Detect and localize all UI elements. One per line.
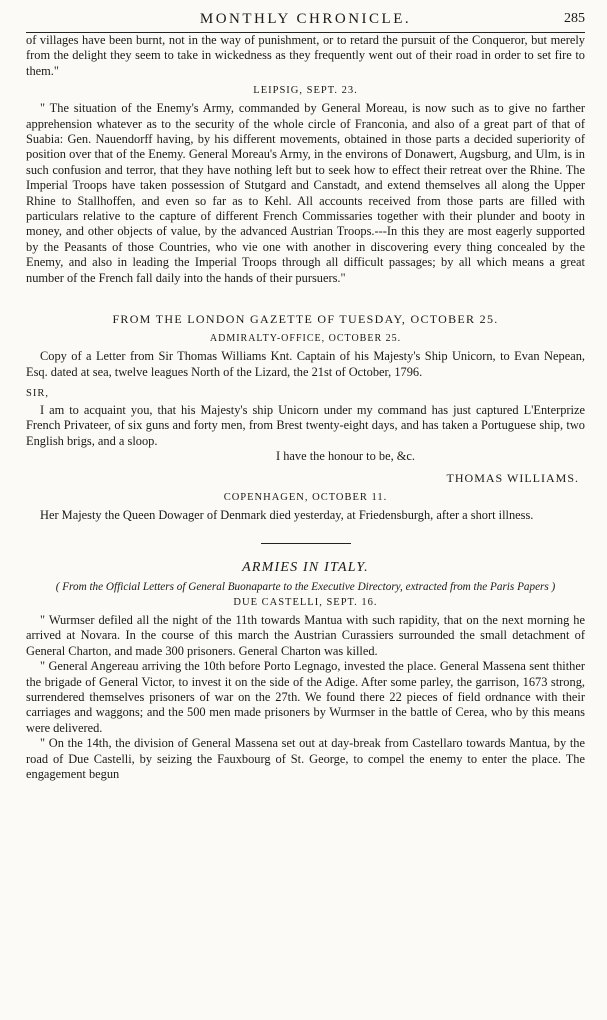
- letter-salutation: SIR,: [26, 387, 49, 399]
- italy-paragraph: " General Angereau arriving the 10th before Porto Legnago, invested the place. General Massena sent thither the brigade of General Victor, to invest it on the side of the Adige. After some parley, the garrison, 1673 strong, surrendered themselves prisoners of war on the 27th. We found there 22 pieces of field ordnance with their carriages and waggons; and the 500 men made prisoners by Wurmser in the battle of Cerea, who by this means were delivered.: [26, 659, 585, 735]
- letter-closing: I have the honour to be, &c.: [276, 449, 416, 464]
- armies-in-italy: [26, 560, 585, 782]
- leipsig-paragraph: " The situation of the Enemy's Army, commanded by General Moreau, is now such as to give no farther apprehension whatever as to the security of the whole circle of Franconia, and also of a great part of that of Suabia: Gen. Nauendorff having, by his different movements, obtained in those parts a decided superiority of position over that of the Enemy. General Moreau's Army, in the environs of Donawert, Augsburg, and Ulm, is in such confusion and terror, that they have nothing left but to seek how to effect their retreat over the Rhine. The Imperial Troops have taken possession of Stutgard and Canstadt, and extend themselves all along the Upper Rhine to Stallhoffen, and even so far as to Kehl. All accounts received from those parts are filled with particulars relative to the capture of different French Commissaries together with their plunder and booty in money, and other objects of value, by the advanced Austrian Troops.---In this they are most eagerly supported by the Peasants of those Countries, who vie one with another in discovering every thing concealed by the Enemy, and also in leading the Imperial Troops through all difficult passages; by all which means a great number of the French fall daily into the hands of their pursuers.": [26, 101, 585, 285]
- italy-title: ARMIES IN ITALY.: [242, 559, 369, 575]
- carryover-paragraph: of villages have been burnt, not in the way of punishment, or to retard the pursuit of the Conqueror, but merely from the delight they seem to take in wickedness as they frequently went out of their road in order to set fire to them.": [26, 33, 585, 78]
- italy-paragraph: " Wurmser defiled all the night of the 11th towards Mantua with such rapidity, that on the next morning he arrived at Novara. In the course of this march the Austrian Curassiers surrounded the small detachment of General Charton, and made 300 prisoners. General Charton was killed.: [26, 612, 585, 658]
- running-header: [26, 8, 585, 30]
- letter-body: I am to acquaint you, that his Majesty's ship Unicorn under my command has just captured L'Enterprize French Privateer, of six guns and forty men, from Brest twenty-eight days, and has taken a Portuguese ship, two English brigs, and a sloop.: [26, 402, 585, 448]
- admiralty-subheading: ADMIRALTY-OFFICE, OCTOBER 25.: [209, 333, 402, 345]
- page-number: 285: [564, 11, 585, 26]
- letter-intro: Copy of a Letter from Sir Thomas Williams Knt. Captain of his Majesty's Ship Unicorn, to Evan Nepean, Esq. dated at sea, twelve leagues North of the Lizard, the 21st of October, 1796.: [26, 349, 585, 379]
- leipsig-report: [26, 33, 585, 286]
- leipsig-dateline: LEIPSIG, SEPT. 23.: [253, 85, 358, 97]
- letter-signature: THOMAS WILLIAMS.: [446, 470, 579, 485]
- copenhagen-report: [26, 492, 585, 523]
- running-title: MONTHLY CHRONICLE.: [199, 11, 412, 27]
- italy-paragraph: " On the 14th, the division of General Massena set out at day-break from Castellaro towards Mantua, by the road of Due Castelli, by seizing the Fauxbourg of St. George, to compel the enemy to enter the place. The engagement begun: [26, 736, 585, 781]
- copenhagen-paragraph: Her Majesty the Queen Dowager of Denmark died yesterday, at Friedensburgh, after a short illness.: [40, 507, 534, 522]
- gazette-section: [26, 312, 585, 485]
- section-divider: [261, 543, 351, 544]
- italy-subtitle: ( From the Official Letters of General Buonaparte to the Executive Directory, extracted from the Paris Papers ): [55, 580, 556, 593]
- gazette-heading: FROM THE LONDON GAZETTE OF TUESDAY, OCTOBER 25.: [112, 312, 499, 327]
- italy-dateline: DUE CASTELLI, SEPT. 16.: [233, 596, 378, 608]
- copenhagen-dateline: COPENHAGEN, OCTOBER 11.: [223, 491, 388, 503]
